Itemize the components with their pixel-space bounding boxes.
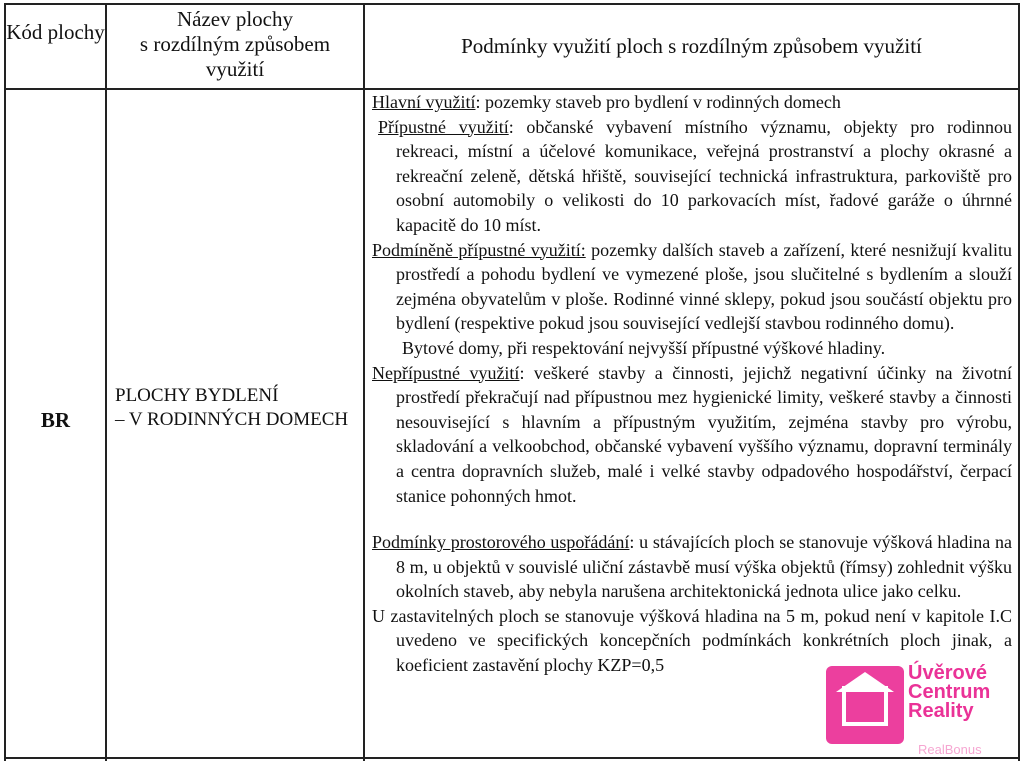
main-use-text: : pozemky staveb pro bydlení v rodinných domech [475, 92, 841, 112]
table-border-bottom [4, 757, 1020, 759]
buildable-areas: U zastavitelných ploch se stanovuje výšková hladina na 5 m, pokud není v kapitole I.C uvedeno ve specifických koncepčních podmínkách konkrétních ploch jinak, a koeficient zastavění plochy KZP=0,5 [372, 605, 1012, 676]
conditional-use-text: pozemky dalších staveb a zařízení, které nesnižují kvalitu prostředí a pohodu bydlení ve vymezené ploše, jsou slučitelné s bydlením a slouží zejména obyvatelům v ploše. Rodinné vinné sklepy, pokud jsou součástí objektu pro bydlení (respektive pokud jsou související vedlejší stavbou rodinného domu). [396, 239, 1012, 334]
watermark-line3: Reality [908, 700, 974, 722]
conditional-use-2: Bytové domy, při respektování nejvyšší přípustné výškové hladiny. [402, 337, 886, 358]
watermark-sub: RealBonus [918, 742, 982, 757]
table-border-left [4, 3, 6, 761]
area-code: BR [40, 408, 71, 432]
area-name-line1: PLOCHY BYDLENÍ [115, 385, 279, 406]
header-name-line3: využití [205, 57, 265, 81]
watermark-line2: Centrum [908, 681, 991, 703]
spatial-conditions-text: : u stávajících ploch se stanovuje výšková hladina na 8 m, u objektů v souvislé uliční zástavbě musí výška objektů (římsy) zohlednit výšku okolních staveb, aby nebyla narušena architektonická jednota ulice jako celku. [396, 532, 1012, 602]
allowed-use-text: : občanské vybavení místního významu, objekty pro rodinnou rekreaci, místní a účelové komunikace, veřejná prostranství a plochy okrasné a rekreační zeleně, dětská hřiště, související technická infrastruktura, parkoviště pro osobní automobily o velikosti do 10 parkovacích míst, řadové garáže o úhrnné kapacitě do 10 míst. [396, 116, 1013, 235]
allowed-use [372, 115, 1012, 238]
allowed-use-label: Přípustné využití [378, 116, 509, 137]
header-code: Kód plochy [6, 20, 105, 44]
area-name-line2: – V RODINNÝCH DOMECH [115, 409, 349, 430]
header-name [107, 7, 363, 82]
header-name-line1: Název plochy [176, 7, 294, 31]
conditions-cell [372, 90, 1012, 678]
header-name-line2: s rozdílným způsobem [139, 32, 331, 56]
conditional-use-label: Podmíněně přípustné využití: [372, 239, 586, 260]
forbidden-use [372, 361, 1012, 509]
main-use [372, 90, 1012, 115]
spatial-conditions [372, 530, 1012, 604]
area-name [115, 384, 355, 432]
spatial-conditions-label: Podmínky prostorového uspořádání [372, 532, 630, 553]
paragraph-gap [372, 508, 1012, 530]
column-divider-1 [105, 3, 107, 761]
table-border-top [4, 3, 1020, 5]
house-icon [826, 666, 904, 744]
conditional-use [372, 238, 1012, 336]
watermark-line1: Úvěrové [908, 662, 987, 684]
column-divider-2 [363, 3, 365, 761]
forbidden-use-label: Nepřípustné využití [372, 362, 520, 383]
forbidden-use-text: : veškeré stavby a činnosti, jejichž negativní účinky na životní prostředí překračují nad přípustnou mez hygienické limity, veškeré stavby a činnosti nesouvisející s hlavním a přípustným využitím, zejména stavby pro výrobu, skladování a velkoobchod, občanské vybavení vyššího významu, dopravní terminály a centra dopravních služeb, malé i velké stavby odpadového hospodářství, čerpací stanice pohonných hmot. [396, 362, 1012, 506]
main-use-label: Hlavní využití [372, 92, 476, 112]
header-conditions: Podmínky využití ploch s rozdílným způsobem využití [461, 34, 922, 58]
table-border-right [1018, 3, 1020, 761]
